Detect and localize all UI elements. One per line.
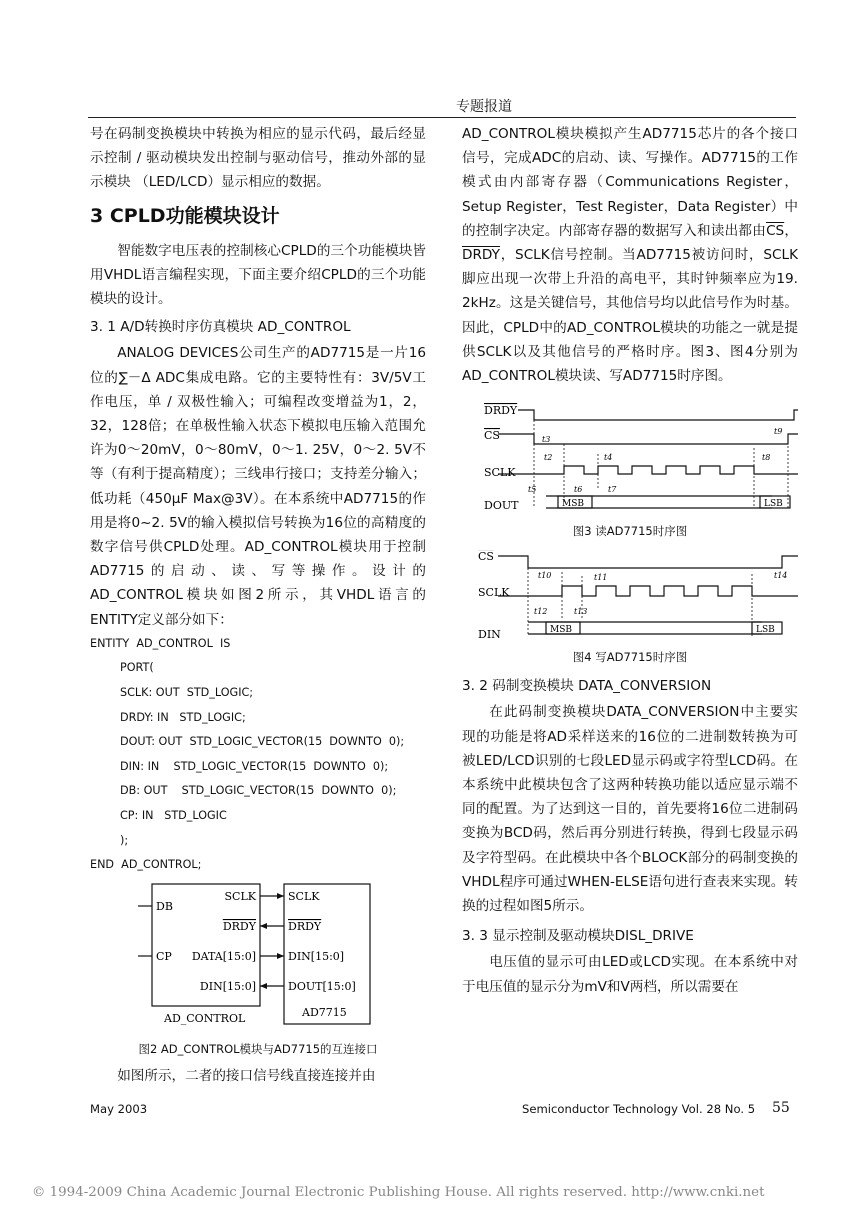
timing-label: t6	[574, 485, 583, 495]
pin-label: SCLK	[288, 889, 320, 903]
paragraph: ANALOG DEVICES公司生产的AD7715是一片16位的∑－Δ ADC集成电路。它的主要特性有：3V/5V工作电压，单 / 双极性输入；可编程改变增益为1，2，32，128倍；在单极性输入状态下模拟电压输入范围允许为0～20mV，0～80mV，0～1. 25V，0～2. 5V不等（有利于提高精度）；三线串行接口；支持差分输入；低功耗（450μF Max@3V）。在本系统中AD7715的作用是将0~2. 5V的输入模拟信号转换为16位的高精度的数字信号供CPLD处理。AD_CONTROL模块用于控制AD7715的启动、读、写等操作。设计的AD_CONTROL模块如图2所示，其VHDL语言的ENTITY定义部分如下：	[90, 345, 426, 628]
section-heading: 3 CPLD功能模块设计	[90, 204, 280, 227]
block-label: AD7715	[302, 1005, 347, 1019]
copyright-notice: © 1994-2009 China Academic Journal Electronic Publishing House. All rights reserved. http://www.cnki.net	[32, 1185, 765, 1200]
left-column	[90, 122, 426, 1088]
timing-label: t11	[594, 573, 608, 583]
pin-label: CP	[156, 949, 172, 963]
paragraph: 在此码制变换模块DATA_CONVERSION中主要实现的功能是将AD采样送来的16位的二进制数转换为可被LED/LCD识别的七段LED显示码或字符型LCD码。在本系统中此模块包含了这两种转换功能以适应显示端不同的配置。为了达到这一目的，首先要将16位二进制码变换为BCD码，然后再分别进行转换，得到七段显示码及字符型码。在此模块中各个BLOCK部分的码制变换的VHDL程序可通过WHEN-ELSE语句进行查表来实现。转换的过程如图5所示。	[462, 704, 798, 915]
lsb-label: LSB	[764, 499, 783, 510]
pin-label: DRDY	[288, 919, 322, 933]
timing-label: t9	[774, 427, 783, 437]
pin-label: DIN[15:0]	[199, 979, 256, 993]
timing-label: t7	[608, 485, 617, 495]
paragraph	[462, 122, 798, 388]
signal-label: SCLK	[478, 586, 510, 600]
code-line: CP: IN STD_LOGIC	[120, 809, 227, 823]
subsection-heading: 3. 1 A/D转换时序仿真模块 AD_CONTROL	[90, 319, 351, 336]
paragraph-text: ，SCLK信号控制。当AD7715被访问时，SCLK脚应出现一次带上升沿的高电平，其时钟频率应为19. 2kHz。这是关键信号，其他信号均以此信号作为时基。因此，CPLD中的AD_CONTROL模块的功能之一就是提供SCLK以及其他信号的严格时序。图3、图4分别为AD_CONTROL模块读、写AD7715时序图。	[462, 247, 798, 385]
figure-4-write-timing-diagram	[462, 550, 798, 646]
pin-label: DATA[15:0]	[191, 949, 256, 963]
pin-label: DIN[15:0]	[288, 949, 345, 963]
code-line: DOUT: OUT STD_LOGIC_VECTOR(15 DOWNTO 0);	[120, 735, 405, 749]
signal-label: DRDY	[484, 404, 518, 418]
pin-label: DRDY	[222, 919, 256, 933]
timing-label: t4	[604, 453, 613, 463]
timing-label: t14	[774, 571, 788, 581]
subsection-heading: 3. 2 码制变换模块 DATA_CONVERSION	[462, 678, 712, 695]
paragraph-text: AD_CONTROL模块模拟产生AD7715芯片的各个接口信号，完成ADC的启动、读、写操作。AD7715的工作模式由内部寄存器（Communications Register，Setup Register，Test Register，Data Register）中的控制字决定。内部寄存器的数据写入和读出都由	[462, 126, 798, 239]
pin-label: SCLK	[224, 889, 256, 903]
right-column	[462, 122, 798, 999]
signal-label: DIN	[478, 628, 501, 642]
code-line: ENTITY AD_CONTROL IS	[90, 636, 231, 650]
block-label: AD_CONTROL	[164, 1011, 246, 1025]
drdy-signal: DRDY	[462, 247, 500, 264]
code-line: DRDY: IN STD_LOGIC;	[120, 710, 246, 724]
msb-label: MSB	[562, 499, 584, 510]
signal-label: DOUT	[484, 499, 519, 513]
timing-label: t3	[542, 435, 551, 445]
paragraph: 如图所示，二者的接口信号线直接连接并由	[117, 1067, 376, 1084]
figure-caption: 图2 AD_CONTROL模块与AD7715的互连接口	[138, 1041, 378, 1056]
figure-caption: 图3 读AD7715时序图	[572, 524, 688, 539]
msb-label: MSB	[550, 625, 572, 636]
cs-signal: $\overline{CS}$	[766, 222, 785, 239]
subsection-heading: 3. 3 显示控制及驱动模块DISL_DRIVE	[462, 928, 694, 945]
paragraph: 电压值的显示可由LED或LCD实现。在本系统中对于电压值的显示分为mV和V两档，所以需要在	[462, 954, 798, 995]
lsb-label: LSB	[756, 625, 775, 636]
timing-label: t8	[762, 453, 771, 463]
figure-2-interconnect-diagram	[90, 882, 426, 1036]
pin-label: DOUT[15:0]	[288, 979, 356, 993]
code-line: SCLK: OUT STD_LOGIC;	[120, 686, 254, 700]
paragraph: 号在码制变换模块中转换为相应的显示代码，最后经显示控制 / 驱动模块发出控制与驱动信号，推动外部的显示模块 （LED/LCD）显示相应的数据。	[90, 126, 426, 191]
timing-label: t13	[574, 607, 588, 617]
paragraph: 智能数字电压表的控制核心CPLD的三个功能模块皆用VHDL语言编程实现，下面主要介绍CPLD的三个功能模块的设计。	[90, 242, 426, 308]
signal-label: SCLK	[484, 466, 516, 480]
code-line: PORT(	[120, 661, 154, 675]
timing-label: t5	[528, 485, 537, 495]
timing-label: t12	[534, 607, 548, 617]
figure-caption: 图4 写AD7715时序图	[572, 650, 688, 665]
signal-label: CS	[478, 550, 494, 564]
code-block	[90, 632, 426, 878]
header-rule	[88, 117, 796, 118]
footer-journal: Semiconductor Technology Vol. 28 No. 5	[522, 1102, 756, 1116]
timing-label: t10	[538, 571, 552, 581]
code-line: END AD_CONTROL;	[90, 858, 202, 872]
pin-label: DB	[156, 899, 173, 913]
code-line: DB: OUT STD_LOGIC_VECTOR(15 DOWNTO 0);	[120, 784, 397, 798]
running-header: 专题报道	[456, 99, 512, 115]
page-number: 55	[772, 1100, 790, 1116]
signal-label: CS	[484, 429, 500, 443]
code-line: DIN: IN STD_LOGIC_VECTOR(15 DOWNTO 0);	[120, 759, 389, 773]
figure-3-read-timing-diagram	[462, 398, 798, 518]
code-line: );	[120, 833, 129, 847]
separator: ，	[784, 222, 799, 239]
footer-date: May 2003	[90, 1102, 148, 1116]
timing-label: t2	[544, 453, 553, 463]
